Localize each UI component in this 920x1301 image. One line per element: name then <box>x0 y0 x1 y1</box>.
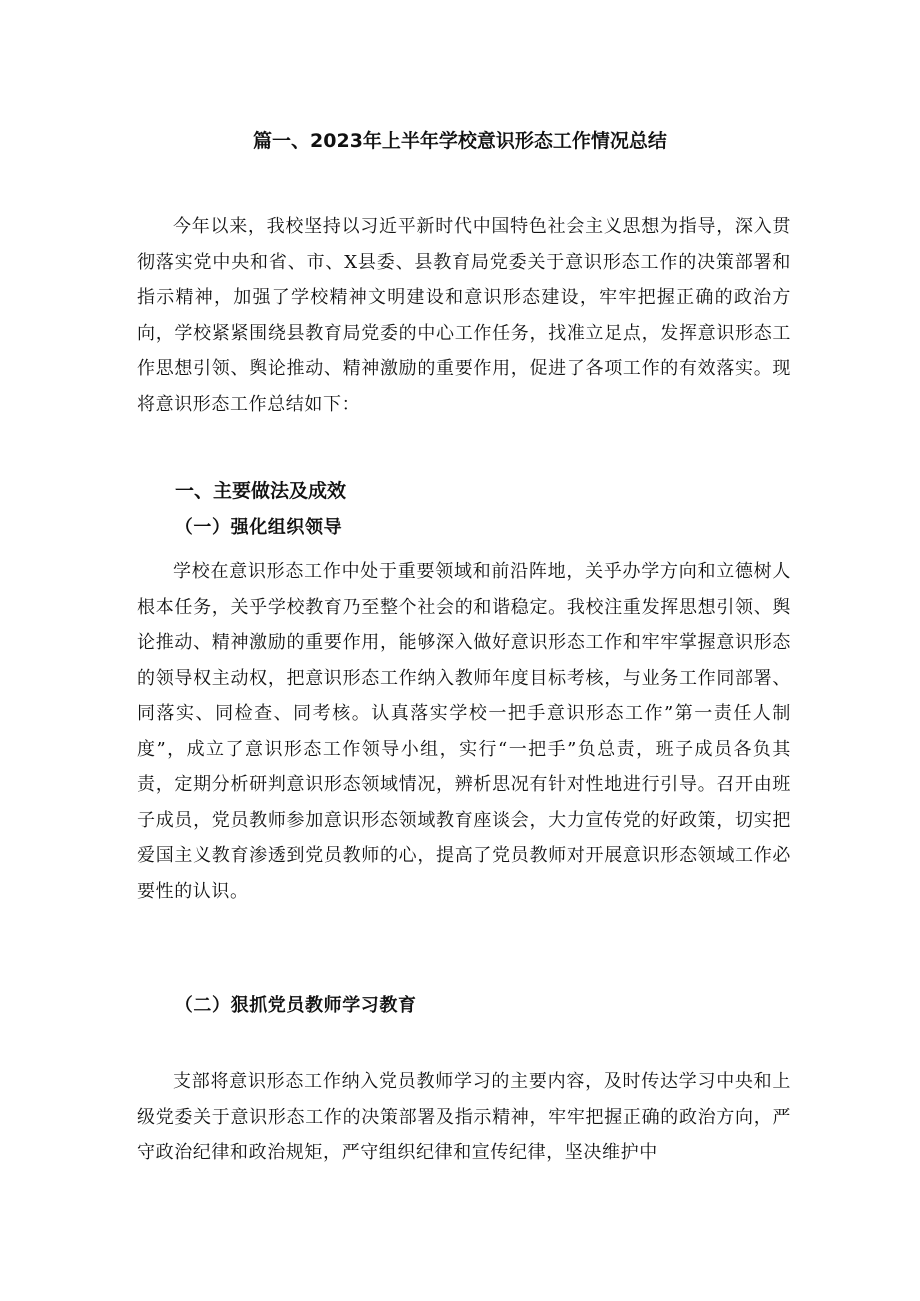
subsection-heading-party-education: （二）狠抓党员教师学习教育 <box>174 995 417 1016</box>
document-title: 篇一、2023年上半年学校意识形态工作情况总结 <box>253 129 667 152</box>
section-heading-main-practices: 一、主要做法及成效 <box>175 480 347 502</box>
subsection-heading-organization-leadership: （一）强化组织领导 <box>174 517 343 538</box>
intro-paragraph: 今年以来，我校坚持以习近平新时代中国特色社会主义思想为指导，深入贯彻落实党中央和省、市、X县委、县教育局党委关于意识形态工作的决策部署和指示精神，加强了学校精神文明建设和意识形态建设，牢牢把握正确的政治方向，学校紧紧围绕县教育局党委的中心工作任务，找准立足点，发挥意识形态工作思想引领、舆论推动、精神激励的重要作用，促进了各项工作的有效落实。现将意识形态工作总结如下： <box>137 216 791 415</box>
organization-leadership-paragraph: 学校在意识形态工作中处于重要领域和前沿阵地，关乎办学方向和立德树人根本任务，关乎学校教育乃至整个社会的和谐稳定。我校注重发挥思想引领、舆论推动、精神激励的重要作用，能够深入做好意识形态工作和牢牢掌握意识形态的领导权主动权，把意识形态工作纳入教师年度目标考核，与业务工作同部署、同落实、同检查、同考核。认真落实学校一把手意识形态工作”第一责任人制度”，成立了意识形态工作领导小组，实行“一把手”负总责，班子成员各负其责，定期分析研判意识形态领域情况，辨析思况有针对性地进行引导。召开由班子成员，党员教师参加意识形态领域教育座谈会，大力宣传党的好政策，切实把爱国主义教育渗透到党员教师的心，提高了党员教师对开展意识形态领域工作必要性的认识。 <box>137 561 791 902</box>
party-education-paragraph: 支部将意识形态工作纳入党员教师学习的主要内容，及时传达学习中央和上级党委关于意识形态工作的决策部署及指示精神，牢牢把握正确的政治方向，严守政治纪律和政治规矩，严守组织纪律和宣传纪律，坚决维护中 <box>137 1071 791 1163</box>
